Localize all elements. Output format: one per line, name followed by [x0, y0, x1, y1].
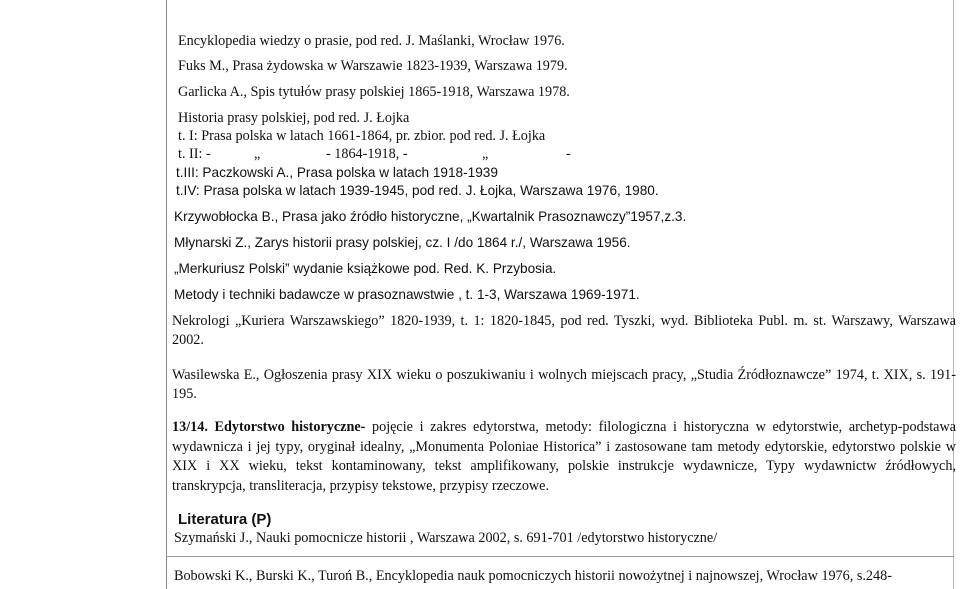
- entry-part: -: [566, 146, 571, 162]
- bibliography-entry: [178, 146, 571, 163]
- topic-description: pojęcie i zakres edytorstwa, metody: filologiczna i historyczna w edytorstwie, archetyp-podstawa wydawnicza i jej typy, oryginał idealny, „Monumenta Poloniae Historica” i zastosowane tam metody edytorskie, edytorstwo polskie w XIX i XX wieku, tekst kontaminowany, tekst amplifikowany, polskie instrukcje wydawnicze, Typy wydawnictw źródłowych, transkrypcja, transliteracja, przypisy tekstowe, przypisy rzeczowe.: [172, 419, 956, 494]
- bibliography-entry: Historia prasy polskiej, pod red. J. Łojka: [178, 110, 410, 126]
- bibliography-entry: Krzywobłocka B., Prasa jako źródło historyczne, „Kwartalnik Prasoznawczy”1957,z.3.: [174, 209, 687, 224]
- bibliography-entry: Bobowski K., Burski K., Turoń B., Encyklopedia nauk pomocniczych historii nowożytnej i najnowszej, Wrocław 1976, s.248-: [174, 568, 892, 584]
- bibliography-entry: Metody i techniki badawcze w prasoznawstwie , t. 1-3, Warszawa 1969-1971.: [174, 287, 640, 302]
- bibliography-entry: Fuks M., Prasa żydowska w Warszawie 1823-1939, Warszawa 1979.: [178, 58, 568, 74]
- bibliography-entry: Wasilewska E., Ogłoszenia prasy XIX wieku o poszukiwaniu i wolnych miejscach pracy, „Studia Źródłoznawcze” 1974, t. XIX, s. 191-195.: [172, 367, 956, 402]
- table-row-border: [166, 556, 954, 557]
- bibliography-entry: Garlicka A., Spis tytułów prasy polskiej 1865-1918, Warszawa 1978.: [178, 84, 570, 100]
- bibliography-entry: t. I: Prasa polska w latach 1661-1864, pr. zbior. pod red. J. Łojka: [178, 128, 546, 144]
- bibliography-entry: Nekrologi „Kuriera Warszawskiego” 1820-1939, t. 1: 1820-1845, pod red. Tyszki, wyd. Biblioteka Publ. m. st. Warszawy, Warszawa 2002.: [172, 313, 956, 348]
- ditto-mark: „: [254, 146, 261, 162]
- ditto-mark: „: [482, 146, 489, 162]
- table-right-border: [953, 0, 954, 589]
- entry-part: - 1864-1918, -: [326, 146, 408, 162]
- bibliography-entry: „Merkuriusz Polski” wydanie książkowe pod. Red. K. Przybosia.: [174, 261, 557, 276]
- table-left-border: [166, 0, 167, 589]
- bibliography-entry: t.III: Paczkowski A., Prasa polska w latach 1918-1939: [176, 165, 498, 180]
- topic-heading: Edytorstwo historyczne-: [214, 419, 366, 435]
- bibliography-entry: Encyklopedia wiedzy o prasie, pod red. J. Maślanki, Wrocław 1976.: [178, 33, 565, 49]
- topic-paragraph: [172, 418, 956, 496]
- entry-part: t. II: -: [178, 146, 211, 162]
- bibliography-entry: Młynarski Z., Zarys historii prasy polskiej, cz. I /do 1864 r./, Warszawa 1956.: [174, 235, 631, 250]
- bibliography-entry: t.IV: Prasa polska w latach 1939-1945, pod red. J. Łojka, Warszawa 1976, 1980.: [176, 183, 659, 198]
- literature-heading: Literatura (P): [178, 511, 272, 528]
- bibliography-entry: Szymański J., Nauki pomocnicze historii , Warszawa 2002, s. 691-701 /edytorstwo historyczne/: [174, 530, 718, 546]
- topic-number: 13/14.: [172, 419, 208, 435]
